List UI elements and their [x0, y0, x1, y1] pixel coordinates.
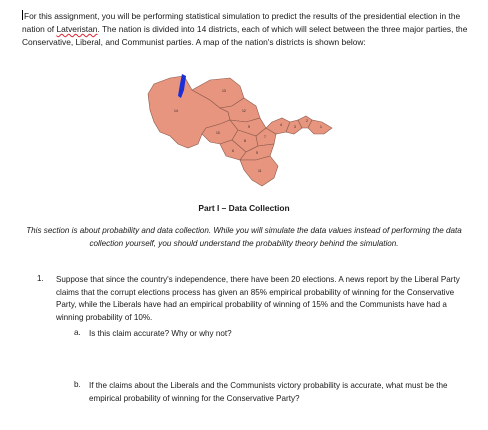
part-title: Part I – Data Collection [198, 203, 290, 213]
label-9: 9 [248, 125, 250, 129]
label-6: 6 [232, 149, 234, 153]
question-1a-text: Is this claim accurate? Why or why not? [89, 329, 232, 338]
question-1b-letter: b. [74, 380, 81, 389]
map-districts [148, 76, 332, 186]
label-8: 8 [244, 139, 246, 143]
label-12: 12 [242, 109, 246, 113]
label-5: 5 [256, 151, 258, 155]
label-11: 11 [258, 169, 262, 173]
label-3: 3 [294, 125, 296, 129]
label-4: 4 [280, 123, 282, 127]
question-1b-text: If the claims about the Liberals and the Communists victory probability is accurate, what must be the empirical probability of winning for the Conservative Party? [89, 381, 448, 403]
label-13: 13 [222, 89, 226, 93]
question-1a-letter: a. [74, 328, 81, 337]
label-7: 7 [264, 135, 266, 139]
text-cursor [22, 10, 23, 20]
intro-after: . The nation is divided into 14 districts, each of which will select between the three major parties, the Conservative, Liberal, and Communist parties. A map of the nation's districts is shown below: [22, 24, 468, 48]
intro-paragraph [22, 10, 468, 50]
question-1-number: 1. [37, 274, 44, 283]
label-1: 1 [320, 125, 322, 129]
question-1-text: Suppose that since the country's independence, there have been 20 elections. A news report by the Liberal Party claims that the corrupt elections process has given an 85% empirical probability of winning for the Conservative Party, while the Liberals have had an empirical probability of winning of 15% and the Communists have had a winning probability of 10%. [56, 275, 460, 322]
intro-before: For this assignment, you will be performing statistical simulation to predict the results of the presidential election in the nation of [22, 11, 461, 35]
label-14: 14 [174, 109, 178, 113]
label-10: 10 [216, 131, 220, 135]
label-2: 2 [306, 119, 308, 123]
district-map [140, 72, 340, 200]
nation-name-spellcheck[interactable]: Latveristan [56, 24, 98, 35]
section-intro: This section is about probability and data collection. While you will simulate the data values instead of performing the data collection yourself, you should understand the probability theory behind the simulation. [26, 226, 462, 248]
